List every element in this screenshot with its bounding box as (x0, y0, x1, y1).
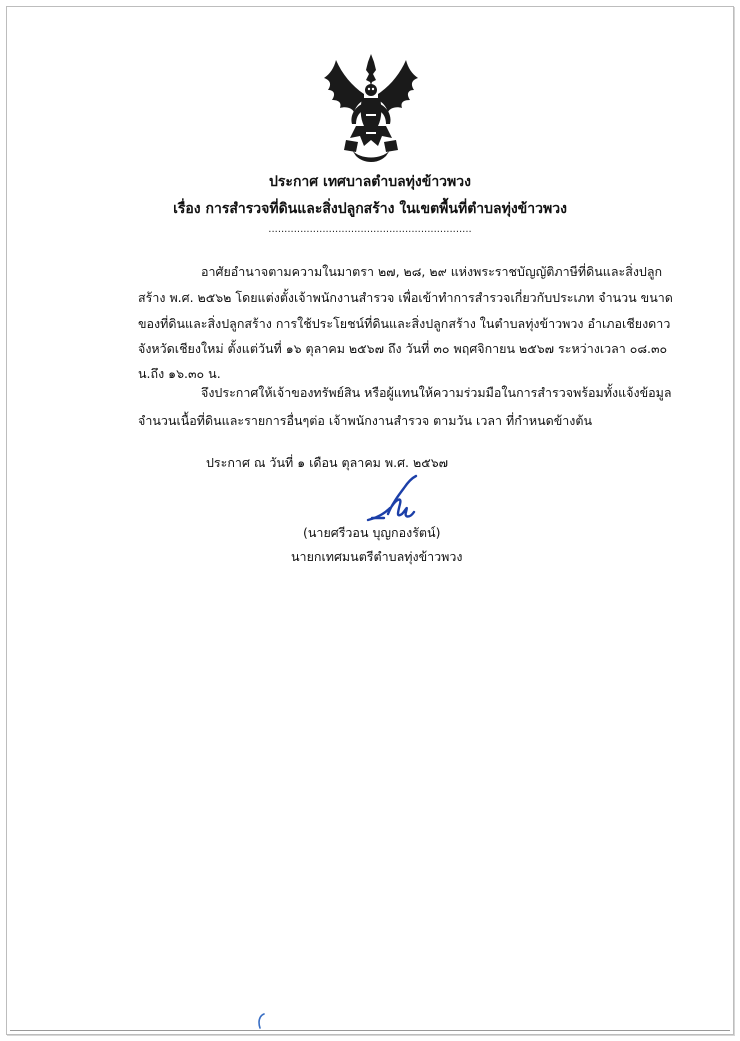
signatory-name: (นายศรีวอน บุญกองรัตน์) (303, 525, 441, 540)
signatory-position: นายกเทศมนตรีตำบลทุ่งข้าวพวง (291, 549, 463, 564)
paragraph2-line1: จึงประกาศให้เจ้าของทรัพย์สิน หรือผู้แทนให้ความร่วมมือในการสำรวจพร้อมทั้งแจ้งข้อมูล (201, 385, 672, 400)
garuda-emblem-icon (316, 52, 426, 164)
announcement-subject: เรื่อง การสำรวจที่ดินและสิ่งปลูกสร้าง ในเขตพื้นที่ตำบลทุ่งข้าวพวง (173, 201, 567, 217)
paragraph2-line2: จำนวนเนื้อที่ดินและรายการอื่นๆต่อ เจ้าพนักงานสำรวจ ตามวัน เวลา ที่กำหนดข้างต้น (138, 413, 593, 428)
page-bottom-rule (10, 1030, 730, 1031)
announcement-title: ประกาศ เทศบาลตำบลทุ่งข้าวพวง (269, 174, 471, 190)
paragraph1-line2: สร้าง พ.ศ. ๒๕๖๒ โดยแต่งตั้งเจ้าพนักงานสำรวจ เพื่อเข้าทำการสำรวจเกี่ยวกับประเภท จำนวน ขนาด (138, 290, 673, 305)
signature-icon (362, 474, 432, 528)
announcement-date: ประกาศ ณ วันที่ ๑ เดือน ตุลาคม พ.ศ. ๒๕๖๗ (206, 455, 449, 470)
title-separator: ................................................................ (268, 224, 472, 235)
paragraph1-line1: อาศัยอำนาจตามความในมาตรา ๒๗, ๒๘, ๒๙ แห่งพระราชบัญญัติภาษีที่ดินและสิ่งปลูก (201, 264, 663, 279)
paragraph1-line3: ของที่ดินและสิ่งปลูกสร้าง การใช้ประโยชน์ที่ดินและสิ่งปลูกสร้าง ในตำบลทุ่งข้าวพวง อำเภอเชียงดาว (138, 316, 671, 331)
paragraph1-line4: จังหวัดเชียงใหม่ ตั้งแต่วันที่ ๑๖ ตุลาคม ๒๕๖๗ ถึง วันที่ ๓๐ พฤศจิกายน ๒๕๖๗ ระหว่างเวลา ๐๘.๓๐ (138, 341, 668, 356)
paragraph1-line5: น.ถึง ๑๖.๓๐ น. (138, 366, 221, 381)
stray-ink-mark-icon (254, 1010, 270, 1032)
